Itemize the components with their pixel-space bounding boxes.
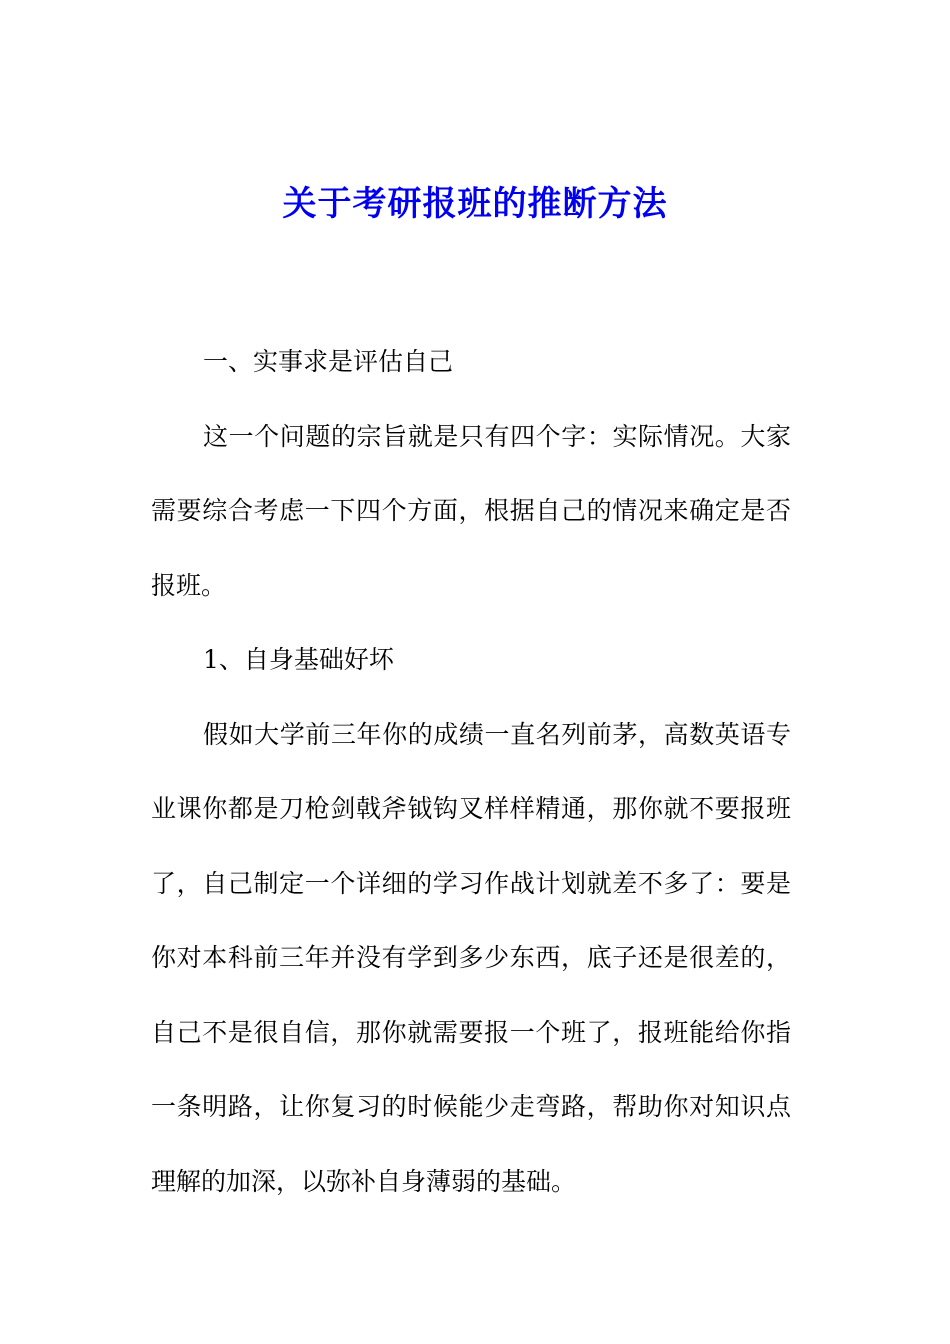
document-body [151,325,791,1219]
body-paragraph: 假如大学前三年你的成绩一直名列前茅，高数英语专业课你都是刀枪剑戟斧钺钩叉样样精通，那你就不要报班了，自己制定一个详细的学习作战计划就差不多了：要是你对本科前三年并没有学到多少东西，底子还是很差的，自己不是很自信，那你就需要报一个班了，报班能给你指一条明路，让你复习的时候能少走弯路，帮助你对知识点理解的加深，以弥补自身薄弱的基础。 [151,719,791,1196]
body-paragraph: 这一个问题的宗旨就是只有四个字：实际情况。大家需要综合考虑一下四个方面，根据自己的情况来确定是否报班。 [151,421,791,600]
section-heading: 一、实事求是评估自己 [203,347,454,376]
document-title: 关于考研报班的推断方法 [282,184,668,224]
subsection-heading: 1、自身基础好坏 [203,645,394,674]
